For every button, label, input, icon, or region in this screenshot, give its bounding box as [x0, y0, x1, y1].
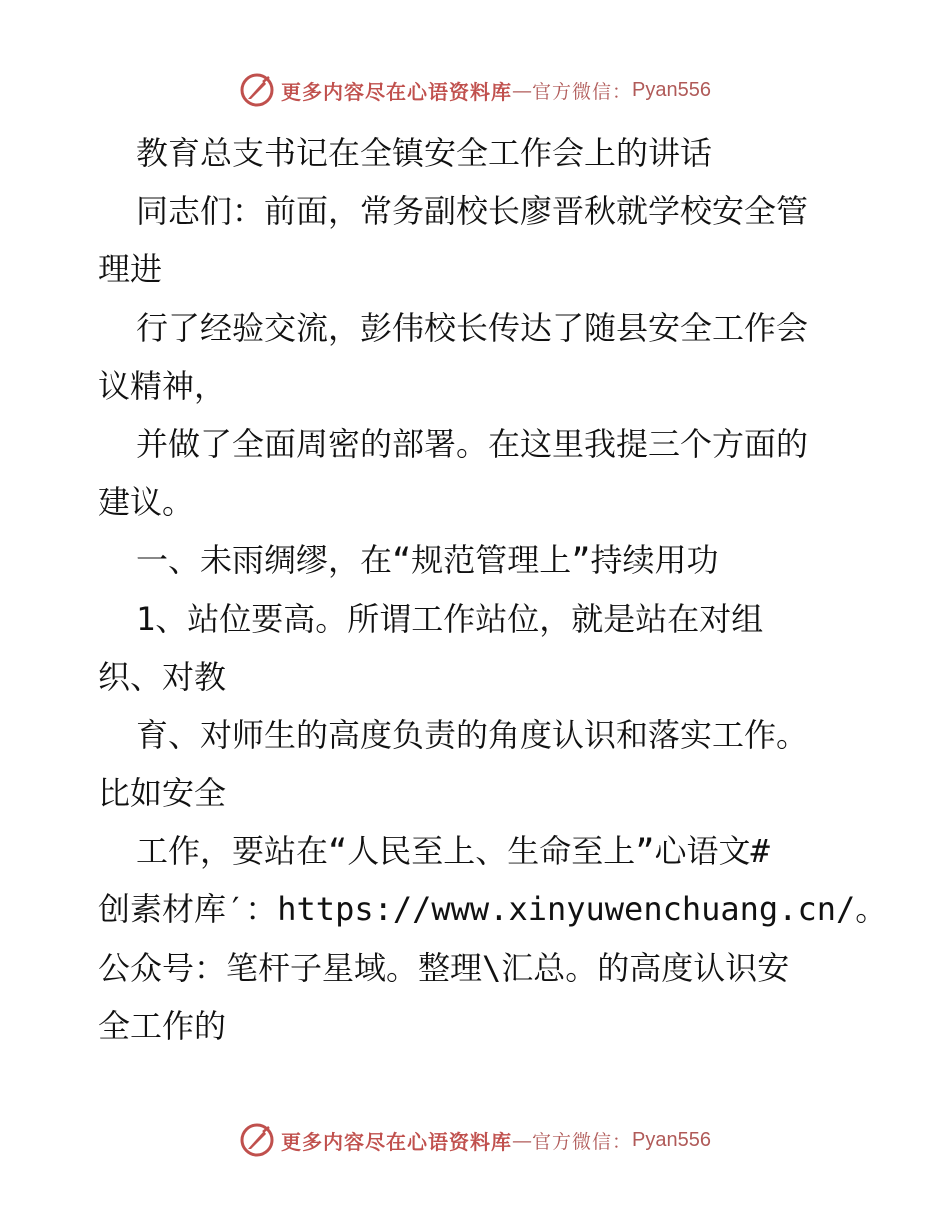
- paragraph-line: 1、站位要高。所谓工作站位，就是站在对组: [136, 599, 764, 638]
- paragraph-line: 公众号：笔杆子星域。整理\汇总。的高度认识安: [98, 948, 790, 987]
- watermark-title: 更多内容尽在心语资料库: [281, 79, 512, 104]
- paragraph-line: 并做了全面周密的部署。在这里我提三个方面的: [136, 424, 809, 463]
- watermark-wechat-label: 官方微信：: [532, 80, 633, 103]
- paragraph-line: 织、对教: [98, 657, 227, 696]
- paragraph-line: 同志们：前面，常务副校长廖晋秋就学校安全管: [136, 192, 809, 231]
- watermark-header: [0, 70, 950, 110]
- paragraph-line: 比如安全: [98, 774, 227, 813]
- paragraph-line: 理进: [98, 250, 163, 289]
- paragraph-line: 育、对师生的高度负责的角度认识和落实工作。: [136, 715, 809, 754]
- watermark-wechat-id: Pyan556: [632, 1128, 711, 1151]
- quill-logo-icon: [239, 1122, 275, 1158]
- document-title: 教育总支书记在全镇安全工作会上的讲话: [136, 134, 713, 172]
- paragraph-line: 全工作的: [98, 1006, 227, 1045]
- paragraph-line: 工作，要站在“人民至上、生命至上”心语文#: [136, 832, 770, 871]
- watermark-wechat-id: Pyan556: [632, 78, 711, 101]
- document-body: [98, 124, 888, 1055]
- paragraph-line: 行了经验交流，彭伟校长传达了随县安全工作会: [136, 308, 809, 347]
- quill-logo-icon: [239, 72, 275, 108]
- section-heading: 一、未雨绸缪，在“规范管理上”持续用功: [136, 541, 719, 580]
- watermark-dash: —: [512, 78, 532, 102]
- paragraph-line: 创素材库′：https://www.xinyuwenchuang.cn/。: [98, 890, 888, 929]
- paragraph-line: 建议。: [98, 483, 195, 522]
- paragraph-line: 议精神，: [98, 366, 227, 405]
- watermark-footer: [0, 1120, 950, 1160]
- watermark-title: 更多内容尽在心语资料库: [281, 1129, 512, 1154]
- watermark-wechat-label: 官方微信：: [532, 1130, 633, 1153]
- watermark-dash: —: [512, 1128, 532, 1152]
